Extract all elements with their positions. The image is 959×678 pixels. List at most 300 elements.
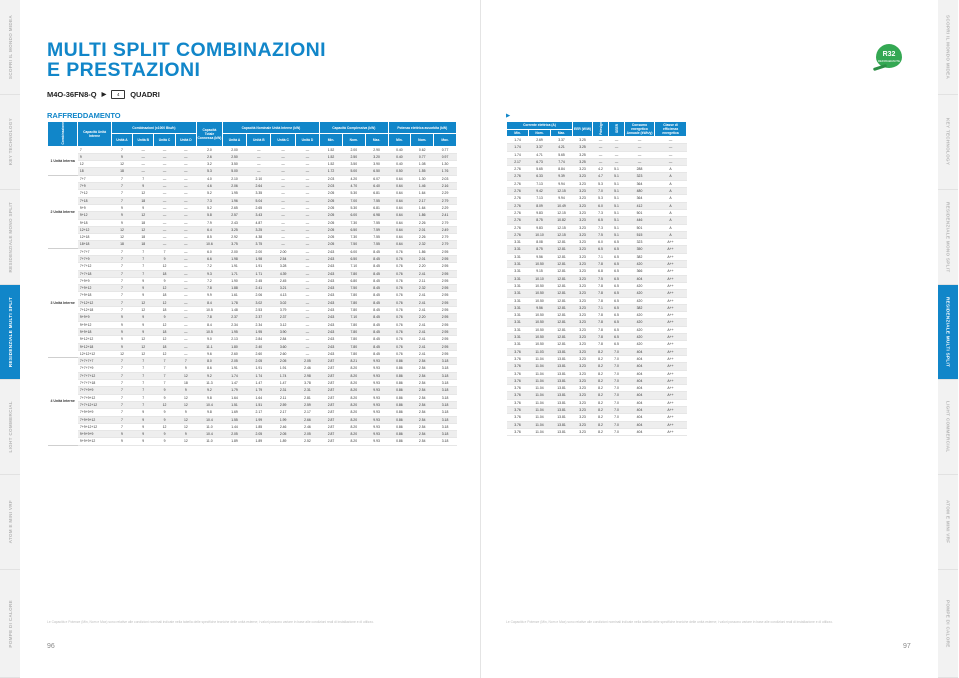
cell-current: 11.04 xyxy=(529,406,551,413)
group-label: 3 Unità Interne xyxy=(48,248,78,357)
cell-total-capacity: 10.4 xyxy=(197,431,223,438)
cell-power: 2.32 xyxy=(411,241,434,248)
cell-unit-btu: — xyxy=(175,292,196,299)
cell-pdesign: — xyxy=(593,158,609,165)
cell-unit-btu: — xyxy=(175,255,196,262)
cell-unit-btu: 9 xyxy=(111,431,132,438)
cell-overall-capacity: 6.00 xyxy=(342,212,365,219)
table-row xyxy=(48,168,457,175)
cell-nominal-capacity: 1.91 xyxy=(222,365,246,372)
header-capacita-unita: Capacità Unità Interne xyxy=(78,122,111,147)
cell-nominal-capacity: — xyxy=(295,285,319,292)
cell-total-capacity: 8.4 xyxy=(197,299,223,306)
header-cur-max: Max. xyxy=(551,129,573,137)
cell-consumption: 501 xyxy=(625,209,655,216)
cell-overall-capacity: 2.87 xyxy=(320,365,343,372)
cell-nominal-capacity: — xyxy=(295,307,319,314)
table-row xyxy=(48,336,457,343)
cell-current: 3.31 xyxy=(507,246,529,253)
cell-nominal-capacity: 1.91 xyxy=(247,263,271,270)
cell-consumption: 350 xyxy=(625,246,655,253)
table-row xyxy=(507,341,687,348)
cell-eer: 3.23 xyxy=(573,268,593,275)
cell-nominal-capacity: 2.00 xyxy=(271,248,295,255)
cell-consumption: 382 xyxy=(625,304,655,311)
table-row xyxy=(48,248,457,255)
cell-energy-class: A++ xyxy=(655,370,687,377)
cell-seer: 5.1 xyxy=(609,224,625,231)
cell-unit-btu: 7 xyxy=(111,285,132,292)
section-title: RAFFREDDAMENTO xyxy=(47,111,121,120)
cell-nominal-capacity: 2.05 xyxy=(222,431,246,438)
cell-unit-btu: — xyxy=(175,219,196,226)
cell-current: 10.50 xyxy=(529,334,551,341)
cell-unit-btu: 12 xyxy=(111,226,132,233)
cell-consumption: 480 xyxy=(625,188,655,195)
side-tab[interactable] xyxy=(938,95,958,190)
cell-power: 2.26 xyxy=(411,219,434,226)
cell-nominal-capacity: 1.74 xyxy=(271,372,295,379)
cell-unit-btu: — xyxy=(154,204,175,211)
cell-nominal-capacity: 1.95 xyxy=(222,328,246,335)
header-unita-a: Unità A xyxy=(111,134,132,146)
leaf-icon xyxy=(876,44,902,68)
cell-nominal-capacity: 1.99 xyxy=(247,416,271,423)
cell-power: 2.95 xyxy=(434,336,457,343)
cell-overall-capacity: 2.05 xyxy=(320,190,343,197)
table-row xyxy=(48,416,457,423)
cell-consumption: 288 xyxy=(625,166,655,173)
cell-power: 2.17 xyxy=(411,197,434,204)
cell-current: 12.81 xyxy=(551,297,573,304)
table-row xyxy=(507,312,687,319)
cell-unit-btu: 9 xyxy=(154,314,175,321)
cell-pdesign: 8.2 xyxy=(593,348,609,355)
cell-pdesign: 7.8 xyxy=(593,282,609,289)
cell-unit-btu: 12 xyxy=(154,299,175,306)
cell-power: 2.54 xyxy=(411,358,434,365)
cell-overall-capacity: 7.80 xyxy=(342,328,365,335)
cell-power: 2.41 xyxy=(411,321,434,328)
cell-unit-btu: 9 xyxy=(133,409,154,416)
cell-unit-btu: — xyxy=(175,328,196,335)
cell-energy-class: A++ xyxy=(655,319,687,326)
cell-combination: 7+7+9+9 xyxy=(78,387,111,394)
cell-overall-capacity: 8.45 xyxy=(365,285,388,292)
cell-unit-btu: 12 xyxy=(154,263,175,270)
side-tab-label: POMPE DI CALORE xyxy=(7,599,13,648)
cell-nominal-capacity: 1.91 xyxy=(222,263,246,270)
cell-nominal-capacity: 2.41 xyxy=(247,285,271,292)
cell-unit-btu: — xyxy=(175,241,196,248)
cell-energy-class: A++ xyxy=(655,428,687,435)
cell-pdesign: 7.1 xyxy=(593,304,609,311)
cell-overall-capacity: 7.80 xyxy=(342,270,365,277)
cell-unit-btu: — xyxy=(175,161,196,168)
cell-seer: 6.5 xyxy=(609,326,625,333)
side-tab[interactable] xyxy=(938,475,958,570)
cell-overall-capacity: 7.55 xyxy=(365,234,388,241)
cell-current: 3.76 xyxy=(507,370,529,377)
cell-consumption: 382 xyxy=(625,253,655,260)
cell-unit-btu: — xyxy=(175,226,196,233)
cell-power: 0.50 xyxy=(388,168,411,175)
cell-nominal-capacity: 2.10 xyxy=(247,175,271,182)
cell-current: 3.31 xyxy=(507,319,529,326)
cell-nominal-capacity: 2.31 xyxy=(271,387,295,394)
cell-unit-btu: — xyxy=(154,168,175,175)
cell-current: 11.04 xyxy=(529,399,551,406)
cell-pdesign: 7.8 xyxy=(593,326,609,333)
cell-unit-btu: 18 xyxy=(111,168,132,175)
cell-nominal-capacity: 2.60 xyxy=(222,350,246,357)
cell-unit-btu: 9 xyxy=(133,292,154,299)
cell-combination: 7+12 xyxy=(78,190,111,197)
cell-energy-class: A xyxy=(655,195,687,202)
table-row xyxy=(507,261,687,268)
cell-overall-capacity: 2.87 xyxy=(320,416,343,423)
side-tabs-right xyxy=(938,0,958,678)
header-potenza: Potenza elettrica assorbita (kW) xyxy=(388,122,457,134)
side-tab-label: KEY TECHNOLOGY xyxy=(7,118,13,166)
cell-current: 3.76 xyxy=(507,377,529,384)
cell-unit-btu: 9 xyxy=(175,409,196,416)
cell-power: 2.41 xyxy=(411,292,434,299)
cell-overall-capacity: 7.80 xyxy=(342,336,365,343)
cell-consumption: 404 xyxy=(625,392,655,399)
cell-overall-capacity: 2.90 xyxy=(365,146,388,153)
cell-nominal-capacity: 2.60 xyxy=(247,350,271,357)
cell-nominal-capacity: 1.90 xyxy=(222,277,246,284)
cell-seer: 7.0 xyxy=(609,414,625,421)
cell-unit-btu: 12 xyxy=(154,401,175,408)
cell-consumption: — xyxy=(625,144,655,151)
cell-current: 3.31 xyxy=(507,334,529,341)
side-tab-label: ATOM E MINI VRF xyxy=(7,500,13,544)
cell-total-capacity: 7.2 xyxy=(197,277,223,284)
cell-current: 9.94 xyxy=(551,195,573,202)
cell-power: 0.76 xyxy=(388,285,411,292)
cell-power: 2.95 xyxy=(434,292,457,299)
title-line-1: MULTI SPLIT COMBINAZIONI xyxy=(47,39,326,61)
cell-overall-capacity: 2.87 xyxy=(320,358,343,365)
cell-energy-class: — xyxy=(655,137,687,144)
cell-power: 2.54 xyxy=(411,387,434,394)
side-tab[interactable] xyxy=(938,285,958,380)
cell-combination: 7+7 xyxy=(78,175,111,182)
cell-unit-btu: 7 xyxy=(111,416,132,423)
cell-energy-class: A xyxy=(655,188,687,195)
cell-power: 2.54 xyxy=(411,394,434,401)
cell-pdesign: 6.8 xyxy=(593,268,609,275)
table-row xyxy=(48,277,457,284)
cell-power: 0.64 xyxy=(388,190,411,197)
side-tab-label: LIGHT COMMERCIAL xyxy=(7,401,13,453)
cell-consumption: 404 xyxy=(625,370,655,377)
cell-energy-class: A++ xyxy=(655,414,687,421)
cell-unit-btu: 7 xyxy=(111,358,132,365)
cell-nominal-capacity: — xyxy=(295,161,319,168)
cell-consumption: 404 xyxy=(625,348,655,355)
cell-unit-btu: 9 xyxy=(175,365,196,372)
cell-seer: 6.5 xyxy=(609,319,625,326)
cell-combination: 7+7+7+18 xyxy=(78,380,111,387)
cell-pdesign: 7.5 xyxy=(593,231,609,238)
cell-power: 0.77 xyxy=(434,146,457,153)
cell-overall-capacity: 2.63 xyxy=(320,277,343,284)
cell-total-capacity: 4.6 xyxy=(197,183,223,190)
cell-current: 1.74 xyxy=(507,137,529,144)
cell-nominal-capacity: 1.95 xyxy=(247,328,271,335)
cell-seer: 5.1 xyxy=(609,217,625,224)
model-code: M4O-36FN8-Q xyxy=(47,90,97,99)
cell-unit-btu: — xyxy=(154,234,175,241)
cell-unit-btu: 12 xyxy=(175,394,196,401)
cell-unit-btu: — xyxy=(175,190,196,197)
cell-consumption: — xyxy=(625,151,655,158)
cell-pdesign: 5.3 xyxy=(593,195,609,202)
cell-energy-class: A xyxy=(655,224,687,231)
cell-overall-capacity: 3.20 xyxy=(365,153,388,160)
cell-current: 12.81 xyxy=(551,239,573,246)
side-tab[interactable] xyxy=(938,0,958,95)
cell-power: 3.18 xyxy=(434,365,457,372)
cell-power: 2.41 xyxy=(411,343,434,350)
cell-consumption: 366 xyxy=(625,268,655,275)
cell-unit-btu: 7 xyxy=(133,365,154,372)
cell-seer: 5.1 xyxy=(609,180,625,187)
cell-power: 1.86 xyxy=(411,248,434,255)
cell-current: 13.81 xyxy=(551,377,573,384)
cell-total-capacity: 9.0 xyxy=(197,336,223,343)
cell-nominal-capacity: 2.52 xyxy=(295,438,319,445)
cell-unit-btu: 7 xyxy=(111,146,132,153)
cell-power: 2.79 xyxy=(434,197,457,204)
cell-total-capacity: 7.3 xyxy=(197,197,223,204)
cell-nominal-capacity: — xyxy=(295,255,319,262)
cell-nominal-capacity: 1.91 xyxy=(247,365,271,372)
cell-unit-btu: 7 xyxy=(133,387,154,394)
cell-nominal-capacity: 2.06 xyxy=(247,292,271,299)
table-row xyxy=(48,153,457,160)
cell-nominal-capacity: 3.28 xyxy=(271,263,295,270)
cell-unit-btu: 7 xyxy=(111,307,132,314)
cell-unit-btu: — xyxy=(175,343,196,350)
cell-current: 11.04 xyxy=(529,377,551,384)
cell-power: 2.41 xyxy=(411,350,434,357)
cell-combination: 9+9 xyxy=(78,204,111,211)
cell-power: 1.46 xyxy=(411,183,434,190)
combinations-table-left xyxy=(47,121,457,446)
cell-current: 8.75 xyxy=(529,246,551,253)
cell-overall-capacity: 7.30 xyxy=(342,234,365,241)
table-row xyxy=(507,180,687,187)
cell-current: 13.81 xyxy=(551,428,573,435)
model-label: QUADRI xyxy=(130,90,160,99)
cell-total-capacity: 5.8 xyxy=(197,212,223,219)
cell-current: 2.76 xyxy=(507,180,529,187)
cell-power: 0.76 xyxy=(388,255,411,262)
cell-combination: 7+12+12 xyxy=(78,299,111,306)
cell-current: 12.15 xyxy=(551,188,573,195)
cell-power: 2.95 xyxy=(434,255,457,262)
cell-seer: 7.0 xyxy=(609,399,625,406)
cell-power: 1.76 xyxy=(434,168,457,175)
group-label: 2 Unità Interne xyxy=(48,175,78,248)
cell-unit-btu: 7 xyxy=(133,380,154,387)
cell-current: 3.76 xyxy=(507,399,529,406)
cell-energy-class: A++ xyxy=(655,377,687,384)
cell-pdesign: 7.8 xyxy=(593,334,609,341)
page-number-left: 96 xyxy=(47,643,55,650)
cell-nominal-capacity: — xyxy=(271,204,295,211)
cell-consumption: 420 xyxy=(625,341,655,348)
cell-nominal-capacity: — xyxy=(247,146,271,153)
cell-overall-capacity: 2.63 xyxy=(320,336,343,343)
cell-unit-btu: 18 xyxy=(175,380,196,387)
cell-unit-btu: — xyxy=(154,183,175,190)
cell-overall-capacity: 6.50 xyxy=(342,255,365,262)
cell-current: 3.76 xyxy=(507,414,529,421)
cell-unit-btu: — xyxy=(175,314,196,321)
cell-unit-btu: 7 xyxy=(111,365,132,372)
cell-current: 12.81 xyxy=(551,304,573,311)
cell-nominal-capacity: — xyxy=(247,168,271,175)
cell-nominal-capacity: — xyxy=(295,328,319,335)
cell-combination: 7+7+7+12 xyxy=(78,372,111,379)
cell-nominal-capacity: 1.98 xyxy=(222,255,246,262)
cell-overall-capacity: 6.81 xyxy=(365,204,388,211)
cell-unit-btu: 7 xyxy=(111,270,132,277)
side-tab[interactable] xyxy=(938,570,958,678)
cell-overall-capacity: 2.63 xyxy=(320,270,343,277)
cell-current: 13.81 xyxy=(551,385,573,392)
cell-unit-btu: 9 xyxy=(111,204,132,211)
cell-nominal-capacity: 1.78 xyxy=(222,299,246,306)
cell-pdesign: 8.2 xyxy=(593,421,609,428)
cell-seer: 6.5 xyxy=(609,297,625,304)
cell-nominal-capacity: — xyxy=(271,241,295,248)
cell-total-capacity: 9.8 xyxy=(197,394,223,401)
cell-consumption: 404 xyxy=(625,428,655,435)
cell-nominal-capacity: 2.34 xyxy=(222,321,246,328)
cell-current: 3.31 xyxy=(507,341,529,348)
cell-unit-btu: 7 xyxy=(111,394,132,401)
cell-eer: 3.25 xyxy=(573,144,593,151)
cell-total-capacity: 10.5 xyxy=(197,328,223,335)
cell-eer: 3.25 xyxy=(573,158,593,165)
cell-nominal-capacity: 1.47 xyxy=(247,380,271,387)
cell-combination: 7+9+9+12 xyxy=(78,416,111,423)
header-corrente: Corrente elettrica (A) xyxy=(507,122,573,130)
cell-nominal-capacity: 2.59 xyxy=(295,401,319,408)
cell-combination: 7+9+9 xyxy=(78,277,111,284)
cell-nominal-capacity: 3.75 xyxy=(247,241,271,248)
cell-power: 0.64 xyxy=(388,234,411,241)
cell-overall-capacity: 9.93 xyxy=(365,372,388,379)
cell-eer: 3.23 xyxy=(573,355,593,362)
cell-unit-btu: — xyxy=(175,336,196,343)
table-row xyxy=(48,255,457,262)
header-classe: Classe di efficienza energetica xyxy=(655,122,687,137)
cell-nominal-capacity: — xyxy=(295,248,319,255)
cell-seer: 5.1 xyxy=(609,166,625,173)
cell-nominal-capacity: 1.47 xyxy=(222,380,246,387)
header-cn-unita-b: Unità B xyxy=(247,134,271,146)
table-row xyxy=(48,190,457,197)
cell-total-capacity: 10.6 xyxy=(197,241,223,248)
cell-seer: 7.0 xyxy=(609,421,625,428)
cell-pdesign: 4.7 xyxy=(593,173,609,180)
cell-overall-capacity: 6.50 xyxy=(342,226,365,233)
cell-nominal-capacity: — xyxy=(295,314,319,321)
table-row xyxy=(48,394,457,401)
cell-total-capacity: 2.0 xyxy=(197,146,223,153)
side-tab[interactable] xyxy=(938,380,958,475)
cell-unit-btu: — xyxy=(154,197,175,204)
cell-overall-capacity: 7.80 xyxy=(342,292,365,299)
cell-total-capacity: 7.2 xyxy=(197,263,223,270)
cell-combination: 7+9+12+12 xyxy=(78,423,111,430)
side-tab[interactable] xyxy=(938,190,958,285)
header-cur-min: Min. xyxy=(507,129,529,137)
cell-unit-btu: 9 xyxy=(175,431,196,438)
cell-unit-btu: 9 xyxy=(133,328,154,335)
cell-pdesign: 8.2 xyxy=(593,414,609,421)
cell-current: 12.15 xyxy=(551,231,573,238)
header-pw-nom: Nom. xyxy=(411,134,434,146)
cell-current: 2.76 xyxy=(507,173,529,180)
cell-current: 5.65 xyxy=(551,151,573,158)
cell-overall-capacity: 1.72 xyxy=(320,168,343,175)
cell-consumption: 412 xyxy=(625,202,655,209)
cell-consumption: 420 xyxy=(625,290,655,297)
cell-current: 12.81 xyxy=(551,319,573,326)
table-row xyxy=(507,144,687,151)
cell-consumption: 501 xyxy=(625,224,655,231)
side-tab-label: LIGHT COMMERCIAL xyxy=(945,401,951,453)
cell-unit-btu: 12 xyxy=(111,350,132,357)
cell-nominal-capacity: 2.37 xyxy=(271,314,295,321)
cell-consumption: 420 xyxy=(625,334,655,341)
cell-total-capacity: 8.5 xyxy=(197,234,223,241)
cell-eer: 3.23 xyxy=(573,180,593,187)
cell-unit-btu: 9 xyxy=(175,387,196,394)
table-row xyxy=(48,314,457,321)
cell-overall-capacity: 2.00 xyxy=(342,146,365,153)
table-row xyxy=(48,401,457,408)
cell-seer: 7.0 xyxy=(609,406,625,413)
cell-current: 11.04 xyxy=(529,414,551,421)
cell-overall-capacity: 8.45 xyxy=(365,270,388,277)
cell-nominal-capacity: 2.40 xyxy=(247,343,271,350)
cell-current: 3.31 xyxy=(507,297,529,304)
cell-consumption: 404 xyxy=(625,355,655,362)
cell-power: 0.64 xyxy=(388,183,411,190)
cell-power: 0.64 xyxy=(388,241,411,248)
cell-nominal-capacity: 1.74 xyxy=(247,372,271,379)
cell-overall-capacity: 2.63 xyxy=(320,307,343,314)
cell-pdesign: — xyxy=(593,151,609,158)
cell-power: 1.64 xyxy=(411,190,434,197)
table-row xyxy=(507,304,687,311)
cell-current: 9.83 xyxy=(529,224,551,231)
cell-current: 12.81 xyxy=(551,341,573,348)
table-row xyxy=(507,231,687,238)
cell-total-capacity: 3.2 xyxy=(197,161,223,168)
cell-overall-capacity: 9.93 xyxy=(365,423,388,430)
cell-current: 9.15 xyxy=(529,268,551,275)
